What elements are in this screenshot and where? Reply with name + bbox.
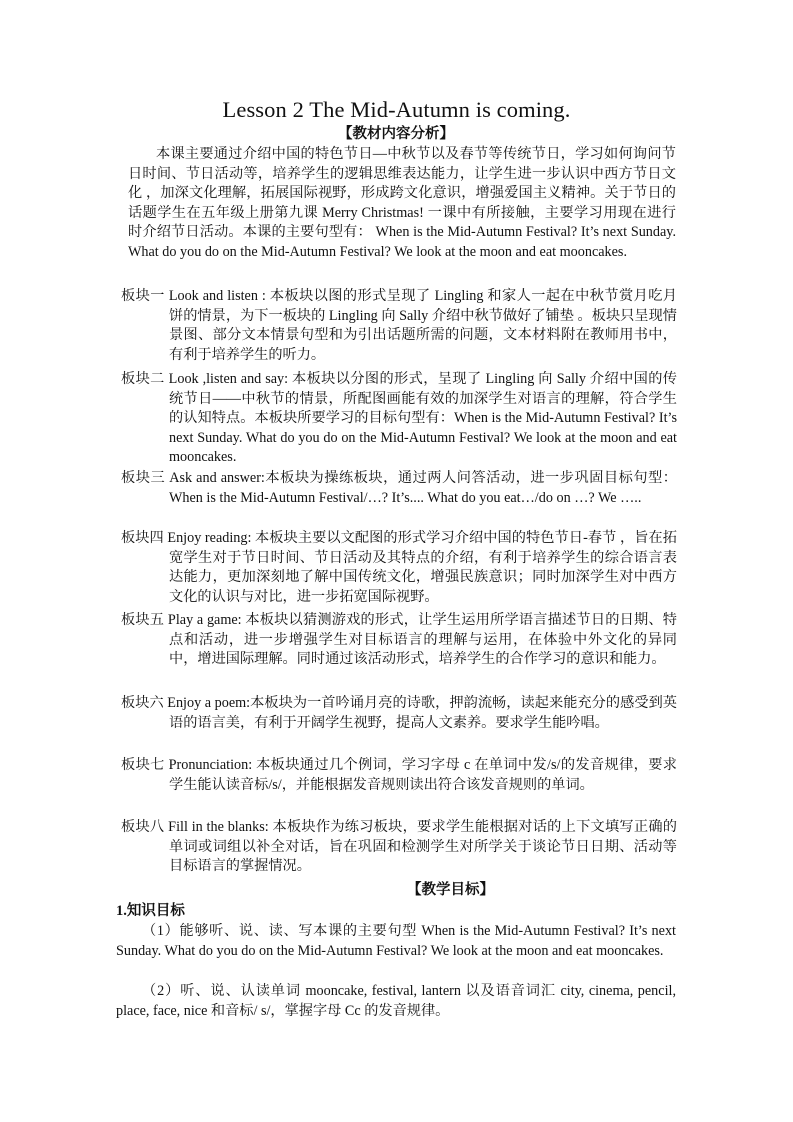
block-paragraph-4: 板块四 Enjoy reading: 本板块主要以文配图的形式学习介绍中国的特色节日-春节 ，旨在拓宽学生对于节日时间、节日活动及其特点的介绍，有利于培养学生的综合语言表达能力，更加深刻地了解中国传统文化，增强民族意识；同时加深学生对中西方文化的认识与对比，进一步拓宽国际视野。 <box>121 530 677 605</box>
block-paragraph-2: 板块二 Look ,listen and say: 本板块以分图的形式，呈现了 Lingling 向 Sally 介绍中国的传统节日——中秋节的情景，所配图画能有效的加深学生对语言的理解，符合学生的认知特点。本板块所要学习的目标句型有：When is the Mid-Autumn Festival? It’s next Sunday. What do you do on the Mid-Autumn Festival? We look at the moon and eat mooncakes. <box>121 371 677 466</box>
block-paragraph-6: 板块六 Enjoy a poem:本板块为一首吟诵月亮的诗歌，押韵流畅，读起来能充分的感受到英语的语言美，有利于开阔学生视野，提高人文素养。要求学生能吟唱。 <box>121 695 677 731</box>
block-paragraph-3: 板块三 Ask and answer:本板块为操练板块，通过两人问答活动，进一步巩固目标句型：When is the Mid-Autumn Festival/…? It’s.... What do you eat…/do on …? We ….. <box>121 470 677 506</box>
subheading-knowledge-goals: 1.知识目标 <box>116 903 185 919</box>
section-heading-content-analysis: 【教材内容分析】 <box>338 126 454 142</box>
block-paragraph-7: 板块七 Pronunciation: 本板块通过几个例词，学习字母 c 在单词中发/s/的发音规律，要求学生能认读音标/s/，并能根据发音规则读出符合该发音规则的单词。 <box>121 757 677 793</box>
block-paragraph-5: 板块五 Play a game: 本板块以猜测游戏的形式，让学生运用所学语言描述节日的日期、特点和活动，进一步增强学生对目标语言的理解与运用，在体验中外文化的异同中，增进国际理解。同时通过该活动形式，培养学生的合作学习的意识和能力。 <box>121 612 677 668</box>
lesson-title: Lesson 2 The Mid-Autumn is coming. <box>222 97 571 122</box>
intro-paragraph: 本课主要通过介绍中国的特色节日—中秋节以及春节等传统节日，学习如何询问节日时间、节日活动等，培养学生的逻辑思维表达能力，让学生进一步认识中西方节日文化 ，加深文化理解，拓展国际视野，形成跨文化意识，增强爱国主义精神。关于节日的话题学生在五年级上册第九课 Merry Christmas! 一课中有所接触，主要学习用现在进行时介绍节日活动。本课的主要句型有： When is the Mid-Autumn Festival? It’s next Sunday. What do you do on the Mid-Autumn Festival? We look at the moon and eat mooncakes. <box>128 146 676 260</box>
block-paragraph-1: 板块一 Look and listen : 本板块以图的形式呈现了 Lingling 和家人一起在中秋节赏月吃月饼的情景，为下一板块的 Lingling 向 Sally 介绍中秋节做好了铺垫 。板块只呈现情景图、部分文本情景句型和为引出话题所需的问题，文本材料附在教师用书中，有利于培养学生的听力。 <box>121 288 677 363</box>
section-heading-teaching-goals: 【教学目标】 <box>407 882 494 898</box>
block-paragraph-8: 板块八 Fill in the blanks: 本板块作为练习板块，要求学生能根据对话的上下文填写正确的单词或词组以补全对话，旨在巩固和检测学生对所学关于谈论节日日期、活动等目标语言的掌握情况。 <box>121 819 677 875</box>
goal-paragraph-2: （2）听、说、认读单词 mooncake, festival, lantern 以及语音词汇 city, cinema, pencil, place, face, nice 和音标/ s/，掌握字母 Cc 的发音规律。 <box>116 983 676 1019</box>
goal-paragraph-1: （1）能够听、说、读、写本课的主要句型 When is the Mid-Autumn Festival? It’s next Sunday. What do you do on the Mid-Autumn Festival? We look at the moon and eat mooncakes. <box>116 923 676 959</box>
